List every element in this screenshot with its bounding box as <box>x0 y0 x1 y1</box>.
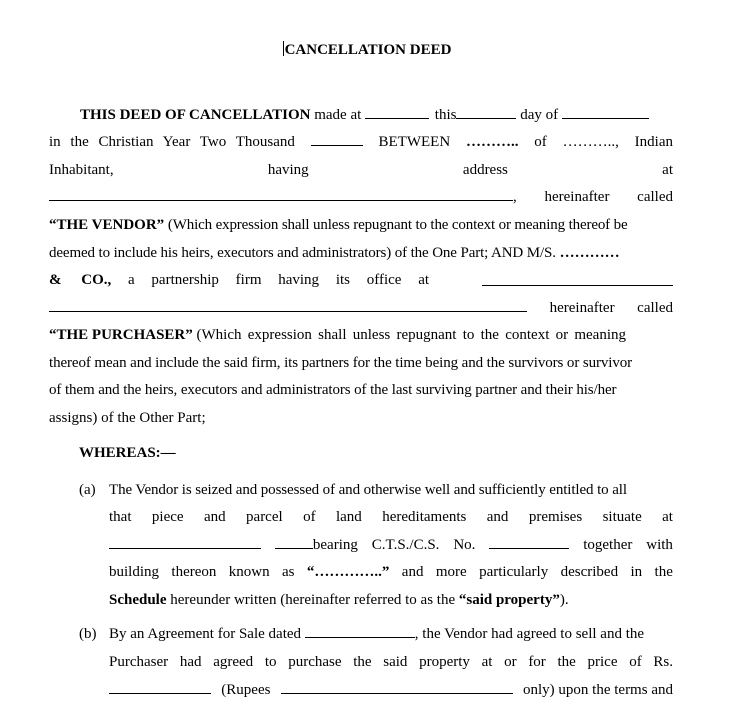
purchaser-term: “THE PURCHASER” <box>49 327 193 343</box>
text: at <box>662 162 673 178</box>
text: BETWEEN <box>378 134 451 150</box>
text: the <box>654 564 673 580</box>
para1-line2 <box>49 132 673 152</box>
text: at <box>418 272 430 288</box>
text: land <box>335 509 362 525</box>
text: , the Vendor had agreed to sell and the <box>414 626 645 642</box>
text: C.T.S./C.S. <box>371 537 440 553</box>
clause-a-line4 <box>109 562 673 582</box>
para1-line8 <box>49 298 673 318</box>
text: a <box>128 272 135 288</box>
text: & CO., <box>49 272 112 288</box>
text: made at <box>314 107 362 123</box>
document-title <box>0 41 734 59</box>
text: (Which expression shall unless repugnant to the context or meaning thereof be <box>167 217 628 233</box>
text: property <box>419 654 470 670</box>
whereas-heading: WHEREAS:— <box>79 445 176 461</box>
text: purchase <box>288 654 342 670</box>
blank-situate[interactable] <box>109 535 261 549</box>
blank-price-rs[interactable] <box>109 680 211 694</box>
said-property-term: “said property” <box>458 592 560 608</box>
blank-month[interactable] <box>562 105 649 119</box>
blank-office-address[interactable] <box>482 272 673 286</box>
text: the <box>353 654 372 670</box>
text: building <box>109 564 160 580</box>
text: (Which expression shall unless repugnant to the context or meaning <box>196 327 627 343</box>
text: hereinafter <box>544 189 610 205</box>
text: , <box>513 189 517 205</box>
text: By an Agreement for Sale dated <box>109 626 302 642</box>
text: at <box>481 654 493 670</box>
text: this <box>434 107 457 123</box>
text: called <box>637 300 673 316</box>
text: parcel <box>246 509 283 525</box>
text: described <box>560 564 619 580</box>
para1-line9 <box>49 325 673 345</box>
text: Rs. <box>653 654 673 670</box>
text: hereditaments <box>382 509 467 525</box>
para1-line1 <box>49 105 673 125</box>
text: more <box>435 564 467 580</box>
text: situate <box>602 509 642 525</box>
text: known <box>228 564 270 580</box>
text: of <box>629 654 642 670</box>
para1-line4 <box>49 187 673 207</box>
text: together <box>583 537 633 553</box>
text: at <box>662 509 673 525</box>
text: in <box>630 564 643 580</box>
text: particularly <box>479 564 549 580</box>
text: thereon <box>171 564 217 580</box>
blank-place[interactable] <box>365 105 429 119</box>
text: Inhabitant, <box>49 162 114 178</box>
text: firm <box>235 272 262 288</box>
text: (Rupees <box>221 682 271 698</box>
text: to <box>264 654 277 670</box>
text: with <box>646 537 673 553</box>
text: ……….. <box>465 134 519 150</box>
text: price <box>587 654 618 670</box>
text: that <box>109 509 132 525</box>
text: its <box>335 272 350 288</box>
blank-vendor-address[interactable] <box>49 187 513 201</box>
deed-heading-bold: THIS DEED OF CANCELLATION <box>80 107 311 123</box>
text: Indian <box>634 134 673 150</box>
para1-line10 <box>49 353 673 373</box>
clause-b-line1 <box>109 624 673 644</box>
para1-line6 <box>49 243 673 263</box>
text: as <box>282 564 295 580</box>
text: of <box>534 134 547 150</box>
text: deemed to include his heirs, executors and administrators) of the One Part; AND M/S. <box>49 245 556 261</box>
text: assigns) of the Other Part; <box>49 410 206 426</box>
building-name-placeholder: “…………..” <box>306 564 390 580</box>
text: ………… <box>559 245 620 261</box>
clause-b-line3 <box>109 680 673 700</box>
para1-line7 <box>49 270 673 290</box>
para1-line12 <box>49 408 673 428</box>
text: The Vendor is seized and possessed of and otherwise well and sufficiently entitled to all <box>109 482 627 498</box>
text: day of <box>520 107 559 123</box>
text: ……….., <box>562 134 619 150</box>
text: had <box>179 654 202 670</box>
text: or <box>504 654 517 670</box>
text: in the Christian Year Two Thousand <box>49 134 295 150</box>
text: having <box>267 162 309 178</box>
text: agreed <box>213 654 254 670</box>
blank-year[interactable] <box>311 132 363 146</box>
text: called <box>637 189 673 205</box>
text: said <box>383 654 408 670</box>
text: and <box>401 564 424 580</box>
clause-a-line1 <box>109 480 673 500</box>
vendor-term: “THE VENDOR” <box>49 217 165 233</box>
schedule-term: Schedule <box>109 592 167 608</box>
text: thereof mean and include the said firm, its partners for the time being and the survivors or survivor <box>49 355 633 371</box>
text: Purchaser <box>109 654 169 670</box>
text: of <box>303 509 316 525</box>
text: partnership <box>151 272 219 288</box>
blank-date[interactable] <box>456 105 516 119</box>
text: No. <box>453 537 476 553</box>
text: of them and the heirs, executors and administrators of the last surviving partner and their his/her <box>49 382 617 398</box>
text: bearing <box>312 537 358 553</box>
blank-cts-number[interactable] <box>489 535 569 549</box>
text: office <box>366 272 402 288</box>
blank-price-words[interactable] <box>281 680 513 694</box>
text: ). <box>559 592 569 608</box>
clause-a-line2 <box>109 507 673 527</box>
clause-a-label: (a) <box>79 482 96 498</box>
clause-a-line3 <box>109 535 673 555</box>
blank-agreement-date[interactable] <box>305 624 415 638</box>
text: for <box>528 654 546 670</box>
text: only) upon the terms and <box>523 682 673 698</box>
text-cursor <box>283 41 284 56</box>
blank-office-address-cont[interactable] <box>49 298 527 312</box>
title-text: CANCELLATION DEED <box>284 42 452 58</box>
clause-b-label: (b) <box>79 626 97 642</box>
para1-line3 <box>49 160 673 180</box>
clause-b-line2 <box>109 652 673 672</box>
para1-line11 <box>49 380 673 400</box>
text: having <box>278 272 320 288</box>
text: premises <box>528 509 583 525</box>
clause-a-line5 <box>109 590 673 610</box>
para1-line5 <box>49 215 673 235</box>
text: hereunder written (hereinafter referred to as the <box>166 592 459 608</box>
text: and <box>486 509 509 525</box>
text: the <box>557 654 576 670</box>
text: hereinafter <box>549 300 615 316</box>
text: piece <box>151 509 184 525</box>
text: and <box>203 509 226 525</box>
text: address <box>462 162 508 178</box>
blank-situate-2[interactable] <box>275 535 313 549</box>
